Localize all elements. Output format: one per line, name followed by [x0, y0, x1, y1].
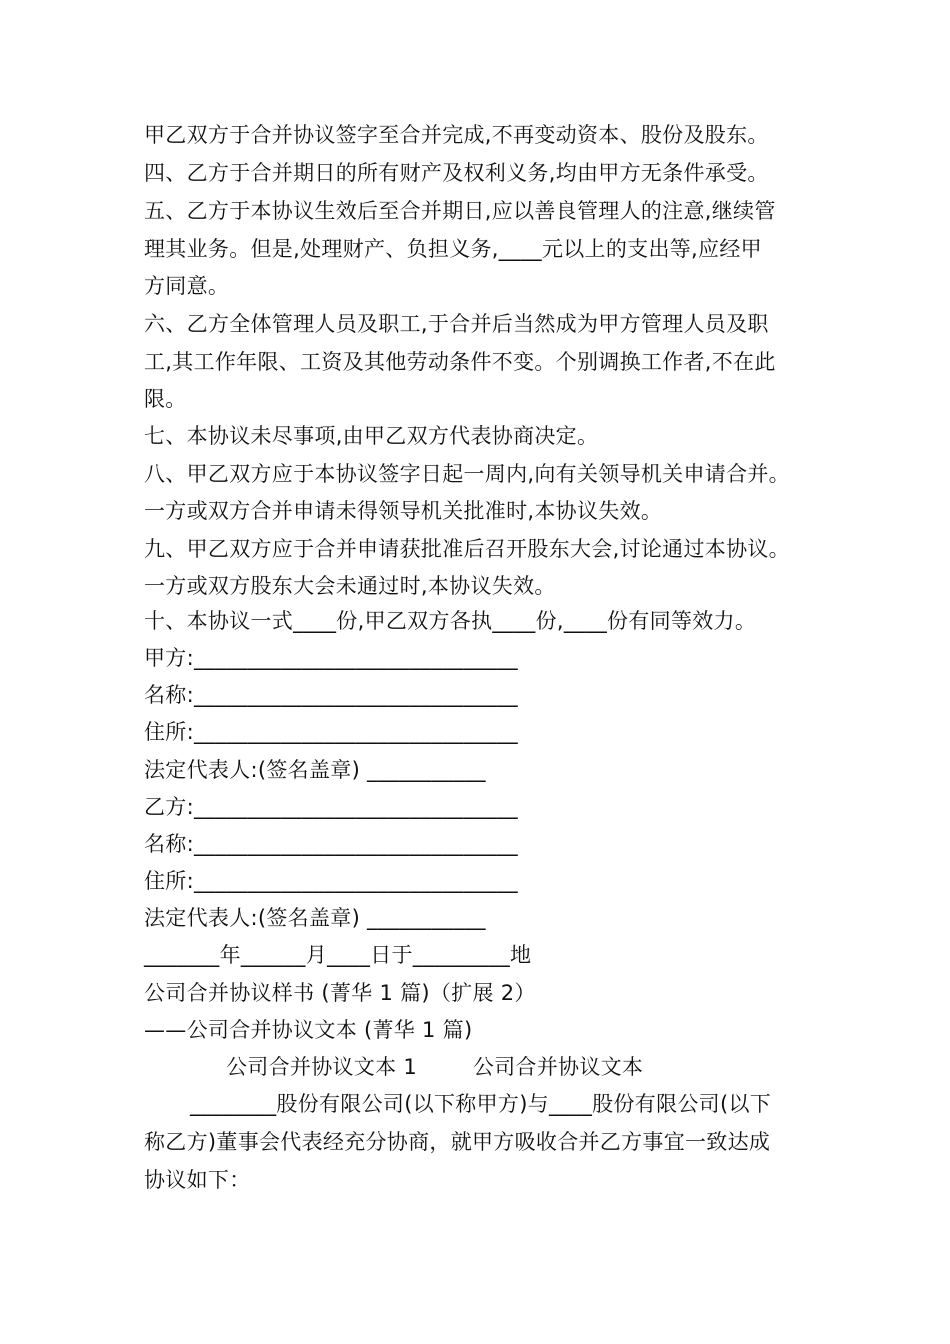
section-subtitle: ——公司合并协议文本 (菁华 1 篇): [144, 1018, 473, 1042]
text-line: 一方或双方股东大会未通过时,本协议失效。: [144, 574, 556, 598]
text-line: 甲乙双方于合并协议签字至合并完成,不再变动资本、股份及股东。: [144, 123, 769, 147]
date-place-line: _______年______月____日于_________地: [144, 943, 532, 967]
text-line: 一方或双方合并申请未得领导机关批准时,本协议失效。: [144, 499, 663, 523]
text-line: 限。: [144, 387, 187, 411]
text-line: 八、甲乙双方应于本协议签字日起一周内,向有关领导机关申请合并。: [144, 462, 790, 486]
text-line: 五、乙方于本协议生效后至合并期日,应以善良管理人的注意,继续管: [144, 199, 776, 223]
party-a-name-line: 名称:______________________________: [144, 683, 518, 707]
text-line: 工,其工作年限、工资及其他劳动条件不变。个别调换工作者,不在此: [144, 350, 776, 374]
text-line: 十、本协议一式____份,甲乙双方各执____份,____份有同等效力。: [144, 609, 757, 633]
party-b-address-line: 住所:______________________________: [144, 869, 518, 893]
text-line: 称乙方)董事会代表经充分协商，就甲方吸收合并乙方事宜一致达成: [144, 1130, 771, 1154]
text-line: ________股份有限公司(以下称甲方)与____股份有限公司(以下: [190, 1092, 772, 1116]
text-line: 九、甲乙双方应于合并申请获批准后召开股东大会,讨论通过本协议。: [144, 537, 790, 561]
text-line: 理其业务。但是,处理财产、负担义务,____元以上的支出等,应经甲: [144, 237, 762, 261]
party-b-line: 乙方:______________________________: [144, 795, 518, 819]
text-line: 协议如下：: [144, 1168, 251, 1192]
text-line: 四、乙方于合并期日的所有财产及权利义务,均由甲方无条件承受。: [144, 161, 769, 185]
section-title: 公司合并协议样书 (菁华 1 篇)（扩展 2）: [144, 981, 536, 1005]
party-a-address-line: 住所:______________________________: [144, 720, 518, 744]
party-b-representative-line: 法定代表人:(签名盖章) ___________: [144, 906, 486, 930]
text-line: 七、本协议未尽事项,由甲乙双方代表协商决定。: [144, 424, 599, 448]
party-b-name-line: 名称:______________________________: [144, 832, 518, 856]
text-line: 六、乙方全体管理人员及职工,于合并后当然成为甲方管理人员及职: [144, 312, 769, 336]
party-a-representative-line: 法定代表人:(签名盖章) ___________: [144, 758, 486, 782]
party-a-line: 甲方:______________________________: [144, 646, 518, 670]
text-line: 方同意。: [144, 274, 230, 298]
document-heading: 公司合并协议文本 1 公司合并协议文本: [226, 1055, 644, 1079]
